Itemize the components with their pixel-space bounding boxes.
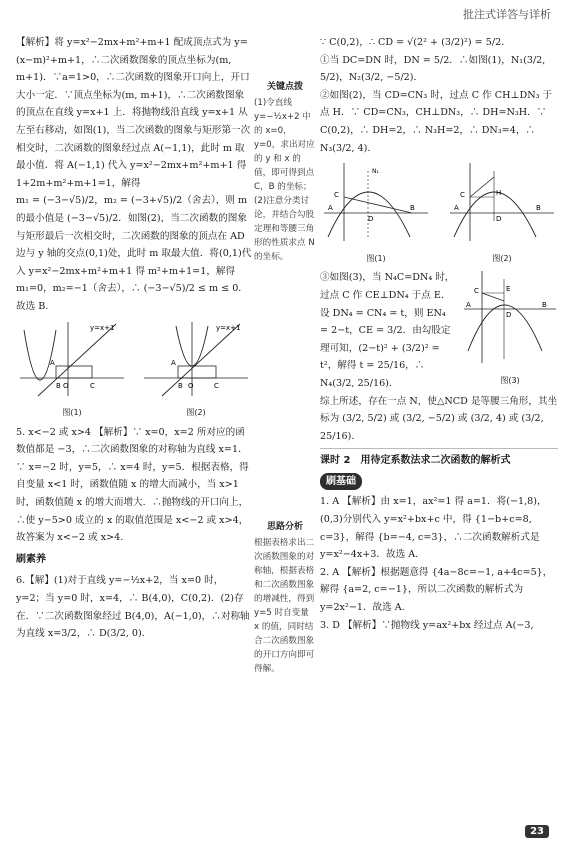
figure-1 (16, 320, 128, 422)
svg-text:A: A (328, 204, 333, 213)
right-figure-3 (462, 269, 558, 392)
right-paragraph-1: ∵ C(0,2)，∴ CD = √(2² + (3/2)²) = 5/2． (320, 37, 511, 48)
line-label: y=x+1 (90, 323, 115, 332)
side-note-text: (1)令直线 y=−½x+2 中的 x=0，y=0，求出对应的 y 和 x 的值，即可得到点 C，B 的坐标；(2)注意分类讨论，并结合勾股定理和等腰三角形的性质求点 N 的坐标。 (254, 98, 315, 262)
side-note-text: 根据表格求出二次函数图象的对称轴，根据表格和二次函数图象的增减性，得到 y=5 时自变量 x 的值，同时结合二次函数图象的开口方向即可得解。 (254, 538, 315, 674)
figure-2-graph (140, 320, 252, 398)
svg-text:A: A (50, 358, 55, 367)
solution-paragraph-1: 【解析】将 y=x²−2mx+m²+m+1 配成顶点式为 y=(x−m)²+m+1，∴二次函数图象的顶点坐标为(m, m+1)．∵a=1>0，∴二次函数的图象开口向上，开口大小一定．∵顶点坐标为(m, m+1)，∴二次函数图象的顶点在直线 y=x+1 上．将抛物线沿直线 y=x+1 从左至右移动，如图(1)，当二次函数的图象与矩形第一次相交时，二次函数的图象经过点 A(−1,1)，此时 m 取最小值．将 A(−1,1) 代入 y=x²−2mx+m²+m+1 得 1+2m+m²+m+1=1，解得 (16, 37, 251, 189)
svg-text:y=x+1: y=x+1 (216, 323, 241, 332)
answer-2: 2. A 【解析】根据题意得 {4a−8c=−1, a+4c=5}，解得 {a=2, c=−1}，所以二次函数的解析式为 y=2x²−1．故选 A. (320, 566, 553, 614)
question-5: 5. x<−2 或 x>4 【解析】∵ x=0，x=2 所对应的函数值都是 −3，∴二次函数图象的对称轴为直线 x=1．∵ x=−2 时，y=5，∴ x=4 时，y=5．根据表格，得自变量 x<1 时，函数值随 x 的增大而减小，当 x>1 时，函数值随 x 的增大而增大．∴抛物线的开口向上，∴使 y−5>0 成立的 x 的取值范围是 x<−2 或 x>4，故答案为 x<−2 或 x>4. (16, 426, 249, 544)
right-figure-1-caption: 图(1) (366, 253, 386, 263)
right-paragraph-5: 综上所述，存在一点 N，使△NCD 是等腰三角形，其坐标为 (3/2, 5/2) 或 (3/2, −5/2) 或 (3/2, 4) 或 (3/2, 25/16)． (320, 395, 558, 442)
right-figure-3-graph (462, 269, 558, 365)
svg-text:C: C (214, 381, 219, 390)
side-note-analysis (254, 520, 316, 676)
svg-text:C: C (334, 191, 339, 200)
page-header: 批注式详答与详析 (463, 8, 551, 21)
svg-text:A: A (454, 204, 459, 213)
svg-text:B: B (410, 204, 415, 213)
right-paragraph-4: ③如图(3)，当 N₄C=DN₄ 时，过点 C 作 CE⊥DN₄ 于点 E．设 DN₄ = CN₄ = t，则 EN₄ = 2−t，CE = 3/2．由勾股定理可知，(2−t)² + (3/2)² = t²，解得 t = 25/16，∴ N₄(3/2, 25/16)． (320, 272, 455, 389)
page-number: 23 (525, 825, 549, 838)
figure-1-caption: 图(1) (62, 408, 82, 418)
right-figures (320, 161, 558, 267)
svg-text:B: B (56, 381, 61, 390)
case-3-block (320, 269, 558, 392)
right-figure-1-graph (320, 161, 432, 243)
svg-text:A: A (171, 358, 176, 367)
answer-1: 1. A 【解析】由 x=1，ax²=1 得 a=1．将(−1,8)，(0,3)分别代入 y=x²+bx+c 中，得 {1−b+c=8, c=3}，解得 {b=−4, c=3}，∴二次函数解析式是 y=x²−4x+3．故选 A. (320, 496, 547, 561)
right-column (320, 34, 558, 634)
right-figure-3-caption: 图(3) (500, 375, 520, 385)
svg-text:C: C (460, 191, 465, 200)
svg-text:D: D (368, 215, 374, 224)
svg-text:B: B (536, 204, 541, 213)
svg-text:H: H (496, 189, 502, 198)
svg-text:O: O (188, 381, 194, 390)
left-column (16, 34, 252, 643)
side-note-key-points (254, 80, 316, 264)
section-shuajichu-row (320, 473, 558, 491)
left-figures (16, 320, 252, 422)
svg-text:C: C (474, 287, 479, 296)
lesson-title: 课时 2 用待定系数法求二次函数的解析式 (320, 448, 558, 470)
answer-3: 3. D 【解析】∵抛物线 y=ax²+bx 经过点 A(−3, (320, 619, 534, 631)
svg-text:D: D (496, 215, 502, 224)
side-note-title: 思路分析 (266, 522, 303, 532)
svg-text:C: C (90, 381, 95, 390)
svg-text:B: B (542, 301, 547, 310)
svg-text:O: O (63, 381, 69, 390)
svg-text:B: B (178, 381, 183, 390)
figure-2 (140, 320, 252, 422)
svg-text:N₁: N₁ (372, 168, 379, 176)
right-figure-2-caption: 图(2) (492, 253, 512, 263)
right-paragraph-3: ②如图(2)，当 CD=CN₃ 时，过点 C 作 CH⊥DN₃ 于点 H．∵ CD=CN₃，CH⊥DN₃，∴ DH=N₃H．∵ C(0,2)，∴ DH=2，∴ N₃H=2，∴ DN₃=4，∴ N₃(3/2, 4)． (320, 89, 553, 154)
section-shuasuyang: 刷素养 (16, 553, 46, 565)
solution-paragraph-2: m₁ = (−3−√5)/2，m₂ = (−3+√5)/2（舍去），则 m 的最小值是 (−3−√5)/2．如图(2)，当二次函数的图象与矩形最后一次相交时，二次函数的图象的顶点在 AD 边与 y 轴的交点(0,1)处，此时 m 取最大值．将(0,1)代入 y=x²−2mx+m²+m+1 得 m²+m+1=1，解得 m₁=0，m₂=−1（舍去），∴ (−3−√5)/2 ≤ m ≤ 0．故选 B. (16, 195, 252, 312)
svg-text:E: E (506, 285, 511, 294)
right-figure-2-graph (446, 161, 558, 243)
question-6: 6.【解】(1)对于直线 y=−½x+2，当 x=0 时，y=2；当 y=0 时，x=4，∴ B(4,0)，C(0,2)．(2)存在．∵二次函数图象经过 B(4,0)，A(−1,0)，∴对称轴为直线 x=3/2，∴ D(3/2, 0). (16, 575, 250, 640)
side-note-title: 关键点拨 (266, 82, 303, 92)
right-paragraph-2: ①当 DC=DN 时，DN = 5/2．∴如图(1)，N₁(3/2, 5/2)，N₂(3/2, −5/2)． (320, 54, 546, 84)
figure-1-graph (16, 320, 128, 398)
svg-text:A: A (466, 301, 471, 310)
figure-2-caption: 图(2) (186, 408, 206, 418)
right-figure-1 (320, 161, 432, 267)
right-figure-2 (446, 161, 558, 267)
section-shuajichu: 刷基础 (320, 473, 362, 491)
svg-text:D: D (506, 311, 512, 320)
